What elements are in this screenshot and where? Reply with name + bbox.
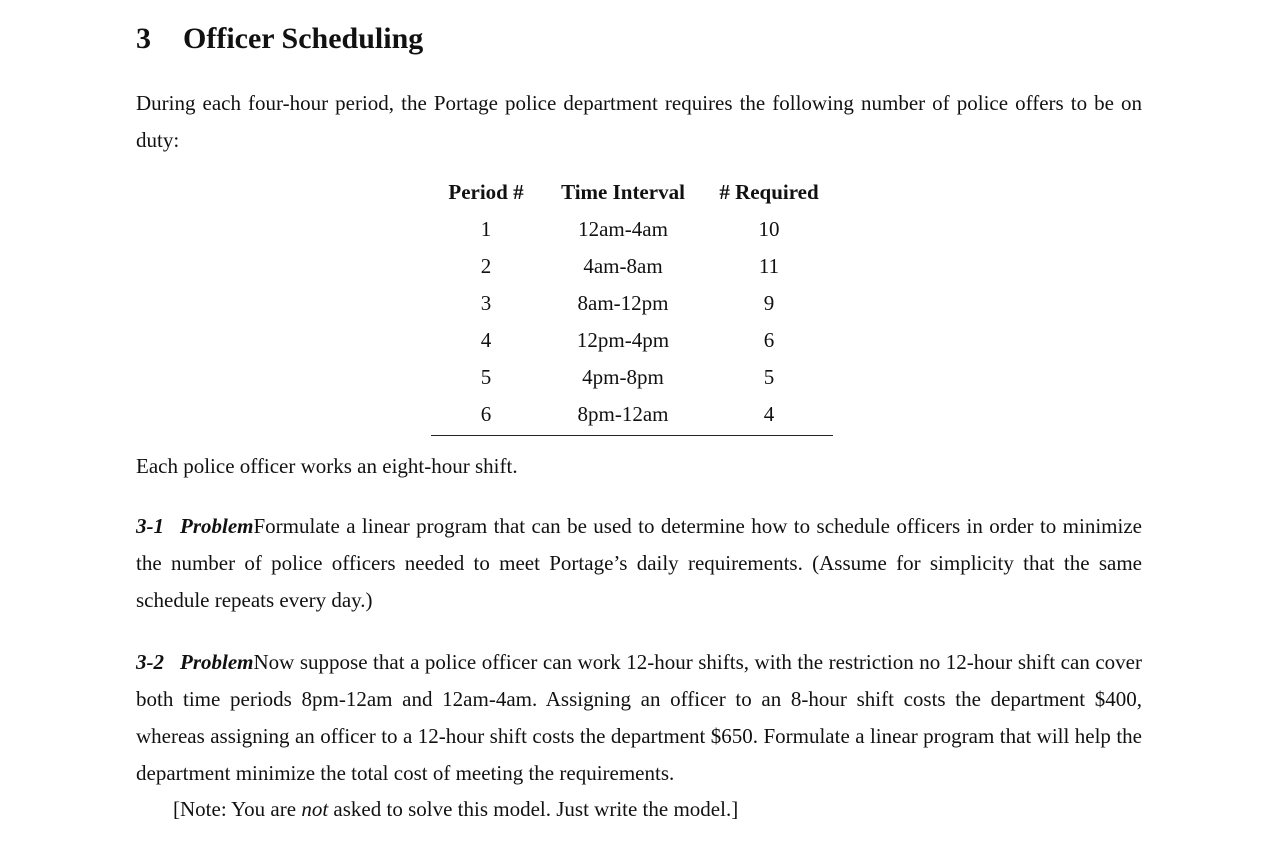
problem-number: 3-2	[136, 650, 164, 674]
section-title: Officer Scheduling	[183, 22, 424, 55]
interval-cell: 8am-12pm	[577, 291, 669, 315]
period-cell: 4	[480, 328, 492, 352]
interval-cell: 12am-4am	[578, 217, 668, 241]
period-cell: 2	[480, 254, 492, 278]
table-row	[431, 211, 833, 248]
interval-cell: 4pm-8pm	[582, 365, 664, 389]
note-paragraph	[173, 791, 1073, 828]
required-cell: 10	[758, 217, 780, 241]
table-row	[431, 396, 833, 436]
problem-label	[136, 514, 254, 538]
table-row	[431, 322, 833, 359]
note-emphasis: not	[301, 797, 329, 821]
header-time-interval: Time Interval	[561, 180, 685, 204]
header-period: Period #	[448, 180, 524, 204]
shift-note: Each police officer works an eight-hour shift.	[136, 454, 518, 478]
period-cell: 1	[480, 217, 492, 241]
interval-cell: 12pm-4pm	[576, 328, 670, 352]
note-suffix: asked to solve this model. Just write the model.]	[328, 797, 739, 821]
problem-3-1	[136, 508, 1142, 619]
period-cell: 5	[480, 365, 492, 389]
problem-number: 3-1	[136, 514, 164, 538]
required-cell: 6	[763, 328, 775, 352]
intro-paragraph: During each four-hour period, the Portage police department requires the following number of police offers to be on duty:	[136, 91, 1142, 152]
table-row	[431, 285, 833, 322]
interval-cell: 4am-8am	[583, 254, 663, 278]
problem-text: Formulate a linear program that can be used to determine how to schedule officers in order to minimize the number of police officers needed to meet Portage’s daily requirements. (Assume for simplicity that the same schedule repeats every day.)	[136, 514, 1142, 612]
requirements-table	[431, 174, 833, 436]
problem-3-2	[136, 644, 1142, 792]
problem-text: Now suppose that a police officer can work 12-hour shifts, with the restriction no 12-hour shift can cover both time periods 8pm-12am and 12am-4am. Assigning an officer to an 8-hour shift costs the department $400, whereas assigning an officer to a 12-hour shift costs the department $650. Formulate a linear program that will help the department minimize the total cost of meeting the requirements.	[136, 650, 1142, 785]
required-cell: 5	[763, 365, 775, 389]
section-number: 3	[136, 22, 151, 55]
problem-word: Problem	[180, 650, 254, 674]
problem-word: Problem	[180, 514, 254, 538]
header-required: # Required	[719, 180, 819, 204]
period-cell: 3	[480, 291, 492, 315]
required-cell: 4	[705, 396, 833, 436]
table-header-row	[431, 174, 833, 211]
interval-cell: 8pm-12am	[541, 396, 705, 436]
problem-label	[136, 650, 254, 674]
required-cell: 11	[758, 254, 780, 278]
table-row	[431, 359, 833, 396]
note-prefix: [Note: You are	[173, 797, 302, 821]
section-heading	[136, 20, 423, 58]
required-cell: 9	[763, 291, 775, 315]
table-row	[431, 248, 833, 285]
period-cell: 6	[431, 396, 541, 436]
